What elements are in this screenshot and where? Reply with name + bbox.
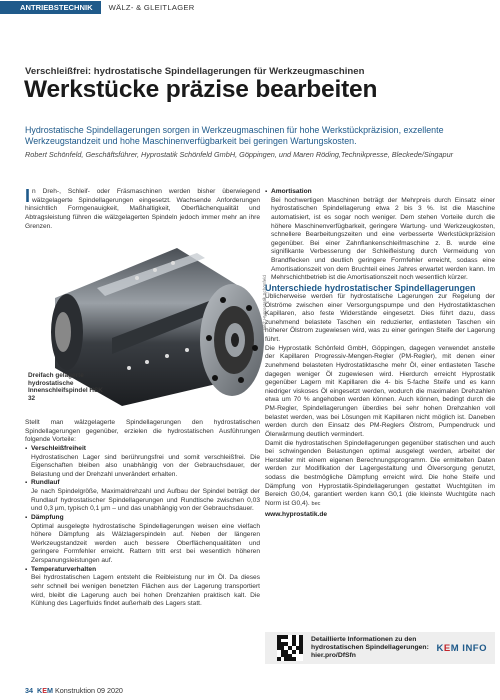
column-2: [265, 188, 495, 519]
bullet-text: Optimal ausgelegte hydrostatische Spindellagerungen weisen eine vielfach höhere Dämpfung als Wälzlagerspindeln auf. Neben der längeren Werkzeugstandzeit werden auch bessere Oberflächenqualitäten und geringere Formfehler erreicht. Rattern tritt erst bei wesentlich höheren Zerspanungsleistungen auf.: [31, 522, 260, 564]
brand-e: E: [42, 686, 47, 695]
paragraph-text: Damit die hydrostatischen Spindellagerungen gegenüber statischen und auch bei schwingenden Belastungen optimal ausgelegt werden, arbeitet der Hersteller mit einem eigenen Berechnungsprogramm. Die ermittelten Daten werden zur Modifikation der Lagergestaltung und Ölversorgung genutzt, sodass die bestmögliche Dämpfung erreicht wird. Die hohe Steife und Dämpfung von Hyprostatik-Spindellagerungen gestattet Wuchtgüten im Bereich G0,04, garantiert werden kann G0,1 (die kleinste Wuchtgüte nach Norm ist G0,4).: [265, 439, 495, 507]
issue-label: 09 2020: [96, 686, 123, 695]
author-signature: bec: [311, 500, 321, 507]
column-1-body: [25, 419, 260, 609]
photo-credit: Bild: Hyprostatik Schönfeld: [262, 275, 267, 330]
badge-e: E: [443, 642, 451, 654]
subsection-label: WÄLZ- & GLEITLAGER: [108, 2, 195, 12]
brand-m: M: [47, 686, 53, 695]
magazine-name: Konstruktion: [55, 686, 95, 695]
web-link[interactable]: www.hyprostatik.de: [265, 510, 328, 518]
section-header: [0, 0, 500, 14]
photo-caption: Dreifach gelagerte hydrostatische Innenschleifspindel HSK 32: [28, 372, 103, 402]
section-label: ANTRIEBSTECHNIK: [0, 1, 101, 14]
badge-m-info: M INFO: [450, 642, 487, 654]
info-text: Detaillierte Informationen zu den hydrostatischen Spindellagerungen: hier.pro/DfSfn: [311, 635, 429, 660]
article-title: Werkstücke präzise bearbeiten: [24, 76, 378, 103]
kem-info-badge: [437, 643, 487, 654]
paragraph: Üblicherweise werden für hydrostatische Lagerungen zur Regelung der Ölströme zwischen einer Versorgungspumpe und den Hydrostatiktaschen Kapillaren, also feste Widerstände eingesetzt. Dies führt dazu, dass zunehmend belastete Taschen ein reduzierter, entlasteten Taschen ein höherer Ölstrom zugewiesen wird, was zu einer geringen Steife der Lagerung führt.: [265, 292, 495, 343]
bullet-text: Bei hydrostatischen Lagern entsteht die Reibleistung nur im Öl. Da dieses sehr schnell bei wenigen benetzten Flächen aus der Lagerung transportiert wird, bleibt die Lagerung auch bei hohen Drehzahlen praktisch kalt. Die Kühlung des Lagerfluids findet außerhalb des Lagers statt.: [31, 574, 260, 608]
drop-cap: I: [25, 186, 31, 206]
page-number: 34: [25, 686, 33, 695]
paragraph: [265, 440, 495, 509]
section-subhead: Unterschiede hydrostatischer Spindellagerungen: [265, 282, 476, 293]
bullet-title: ▪ Temperaturverhalten: [25, 566, 260, 575]
paragraph: Die Hyprostatik Schönfeld GmbH, Göppingen, dagegen verwendet anstelle der Kapillaren Progressiv-Mengen-Regler (PM-Regler), mit denen einer zunehmend belasteten Hydrostatiktasche mehr Öl, einer entlasteten Tasche dagegen weniger Öl zugewiesen wird. Hierdurch erreicht Hyprostatik gegenüber Lagern mit Kapillaren die 4- bis 5-fache Steife und es kann niedriger viskoses Öl eingesetzt werden, wodurch die maximalen Drehzahlen etwa um 70 % angehoben werden können. Auch können, bedingt durch die PM-Regler, Spindellagerungen überdies bei sehr hohen Drehzahlen voll belastet werden, was bei Lösungen mit Kapillaren nicht möglich ist. Daneben werden durch den Einsatz des PM-Reglers Ölstrom, Pumpendruck und Ölerwärmung deutlich vermindert.: [265, 344, 495, 438]
bullet-title: ▪ Amortisation: [265, 188, 495, 197]
advantages-intro: Stellt man wälzgelagerte Spindellagerungen den hydrostatischen Spindellagerungen gegenüber, erzielen die hydrostatischen Ausführungen folgende Vorteile:: [25, 419, 260, 444]
qr-code-icon[interactable]: [277, 635, 303, 661]
bullet-text: Hydrostatischen Lager sind berührungsfrei und somit verschleißfrei. Die Eigenschaften bleiben also unabhängig von der Gebrauchsdauer, der Belastung und der Drehzahl unverändert erhalten.: [31, 453, 260, 478]
bullet-title: ▪ Verschleißfreiheit: [25, 445, 260, 454]
bullet-text: Bei hochwertigen Maschinen beträgt der Mehrpreis durch Einsatz einer hydrostatischen Spindellagerung etwa 2 bis 3 %. Ist die Maschine automatisiert, ist es sogar noch weniger. Dem stehen Vorteile durch die höhere Maschinenverfügbarkeit, geringere Wartung- und Werkzeugkosten, schnellere Bearbeitungszeiten und eine verbesserte Werkstückpräzision gegenüber. Bei einer Zahnflankenschleifmaschine z. B. wurde eine signifikante Verbesserung der Schleifleistung durch Vermeidung von Brandflecken und deutlich geringere Formfehler erreicht, sodass eine Amortisationszeit von dem Bruchteil eines Jahres erwartet werden kann. Im Mehrschichtbetrieb ist die Amortisationszeit noch wesentlich kürzer.: [271, 196, 495, 282]
intro-text: n Dreh-, Schleif- oder Fräsmaschinen werden bisher überwiegend wälzgelagerte Spindellagerungen eingesetzt. Wachsende Anforderungen hinsichtlich Formgenauigkeit, Maßhaltigkeit, Oberflächenqualität und Abtragsleistung führen die wälzgelagerten Spindeln jedoch immer mehr an ihre Grenzen.: [25, 188, 260, 230]
page-footer: [25, 686, 123, 695]
article-byline: Robert Schönfeld, Geschäftsführer, Hyprostatik Schönfeld GmbH, Göppingen, und Maren Röding,Technikpresse, Bleckede/Singapur: [25, 150, 454, 159]
column-1-intro: [25, 188, 260, 231]
bullet-title: ▪ Rundlauf: [25, 479, 260, 488]
info-box: [265, 632, 495, 664]
bullet-title: ▪ Dämpfung: [25, 514, 260, 523]
brand-k: K: [37, 686, 43, 695]
article-lead: Hydrostatische Spindellagerungen sorgen in Werkzeugmaschinen für hohe Werkstückpräzision, exzellente Werkzeugstandzeit und hohe Maschinenverfügbarkeit bei geringen Wartungskosten.: [25, 125, 444, 147]
article-kicker: Verschleißfrei: hydrostatische Spindellagerungen für Werkzeugmaschinen: [25, 66, 365, 77]
badge-k: K: [436, 642, 444, 654]
bullet-text: Je nach Spindelgröße, Maximaldrehzahl und Aufbau der Spindel beträgt der Rundlauf hydrostatischer Spindellagerungen und Rundtische zwischen 0,03 und 0,3 µm, typisch 0,1 µm – und das unabhängig von der Gebrauchsdauer.: [31, 488, 260, 513]
